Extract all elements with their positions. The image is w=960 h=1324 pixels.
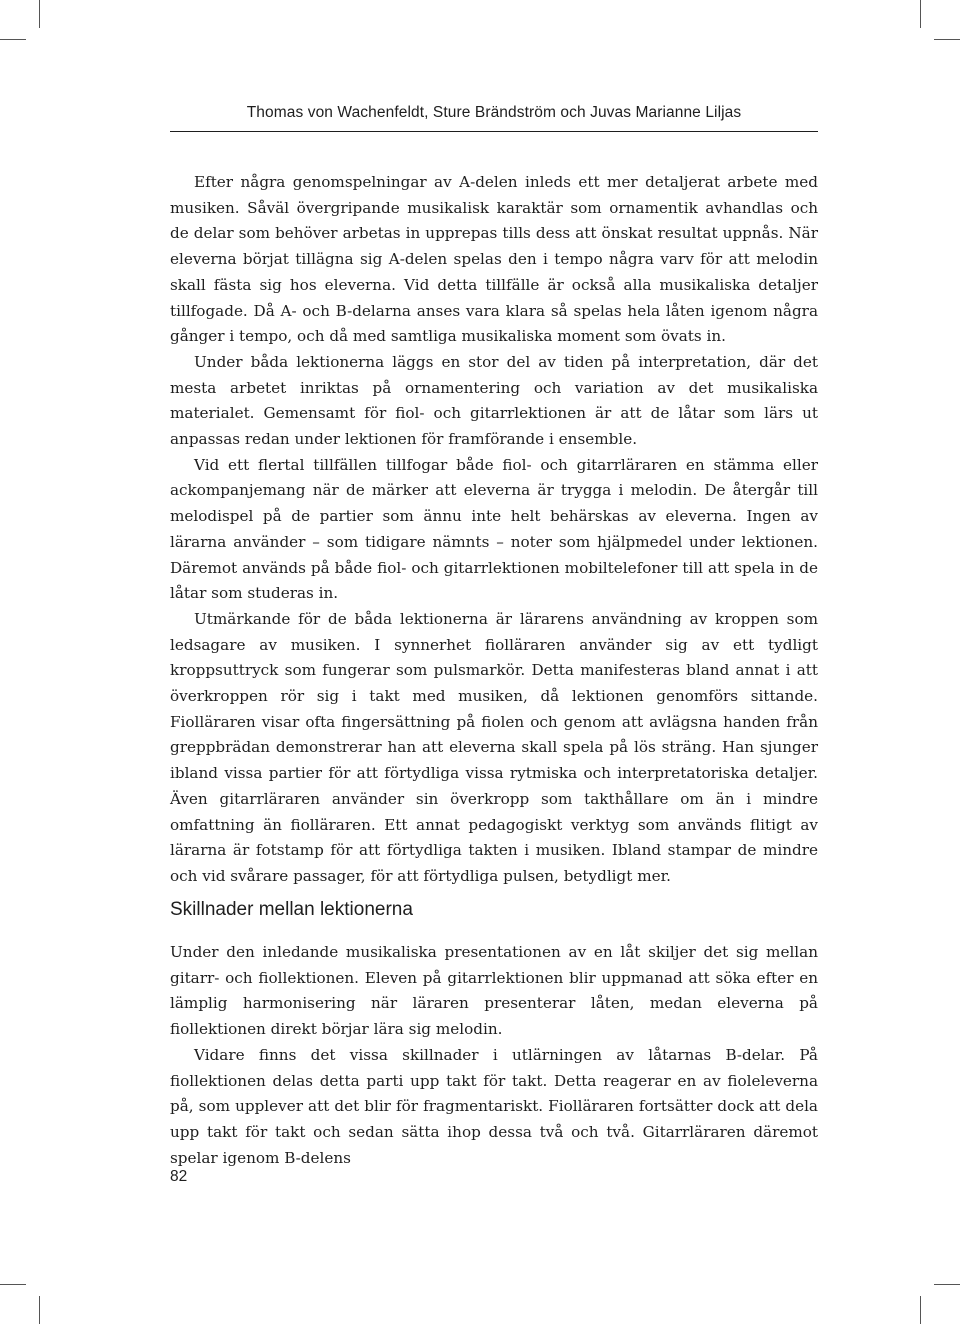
body-text-section [170,940,818,1171]
body-paragraph: Efter några genomspelningar av A-delen inleds ett mer detaljerat arbete med musiken. Såväl övergripande musikalisk karaktär som ornamentik avhandlas och de delar som behöver arbetas in upprepas tills dess att önskat resultat uppnås. När eleverna börjat tillägna sig A-delen spelas den i tempo några varv för att melodin skall fästa sig hos eleverna. Vid detta tillfälle är också alla musikaliska detaljer tillfogade. Då A- och B-delarna anses vara klara så spelas hela låten igenom några gånger i tempo, och då med samtliga musikaliska moment som övats in. [170,173,818,346]
body-paragraph: Vid ett flertal tillfällen tillfogar både fiol- och gitarrläraren en stämma eller ackompanjemang när de märker att eleverna är trygga i melodin. De återgår till melodispel på de partier som ännu inte helt behärskas av eleverna. Ingen av lärarna använder – som tidigare nämnts – noter som hjälpmedel under lektionen. Däremot används på både fiol- och gitarrlektionen mobiltelefoner till att spela in de låtar som studeras in. [170,455,818,603]
section-heading: Skillnader mellan lektionerna [170,899,413,920]
page-number: 82 [170,1168,188,1185]
running-header: Thomas von Wachenfeldt, Sture Brändström och Juvas Marianne Liljas [246,104,742,121]
crop-mark [39,0,40,28]
crop-mark [920,0,921,28]
crop-mark [39,1296,40,1324]
crop-mark [0,1284,26,1285]
crop-mark [920,1296,921,1324]
crop-mark [934,1284,960,1285]
header-rule [170,131,818,132]
body-text-top [170,170,818,890]
body-paragraph: Utmärkande för de båda lektionerna är lärarens användning av kroppen som ledsagare av musiken. I synnerhet fiolläraren använder sig av ett tydligt kroppsuttryck som fungerar som pulsmarkör. Detta manifesteras bland annat i att överkroppen rör sig i takt med musiken, då lektionen genomförs sittande. Fiolläraren visar ofta fingersättning på fiolen och genom att avlägsna handen från greppbrädan demonstrerar han att eleverna skall spela på lös sträng. Han sjunger ibland vissa partier för att förtydliga vissa rytmiska och interpretatoriska detaljer. Även gitarrläraren använder sin överkropp som takthållare om än i mindre omfattning än fiolläraren. Ett annat pedagogiskt verktyg som används flitigt av lärarna är fotstamp för att förtydliga takten i musiken. Ibland stampar de mindre och vid svårare passager, för att förtydliga pulsen, betydligt mer. [170,609,818,885]
body-paragraph: Under båda lektionerna läggs en stor del av tiden på interpretation, där det mesta arbetet inriktas på ornamentering och variation av det musikaliska materialet. Gemensamt för fiol- och gitarrlektionen är att de låtar som lärs ut anpassas redan under lektionen för framförande i ensemble. [170,352,818,449]
crop-mark [0,39,26,40]
crop-mark [934,39,960,40]
body-paragraph: Under den inledande musikaliska presentationen av en låt skiljer det sig mellan gitarr- och fiollektionen. Eleven på gitarrlektionen blir uppmanad att söka efter en lämplig harmonisering när läraren presenterar låten, medan eleverna på fiollektionen direkt börjar lära sig melodin. [170,943,818,1039]
body-paragraph: Vidare finns det vissa skillnader i utlärningen av låtarnas B-delar. På fiollektionen delas detta parti upp takt för takt. Detta reagerar en av fioleleverna på, som upplever att det blir för fragmentariskt. Fiolläraren fortsätter dock att dela upp takt för takt och sedan sätta ihop dessa två och två. Gitarrläraren däremot spelar igenom B-delens [170,1045,818,1167]
